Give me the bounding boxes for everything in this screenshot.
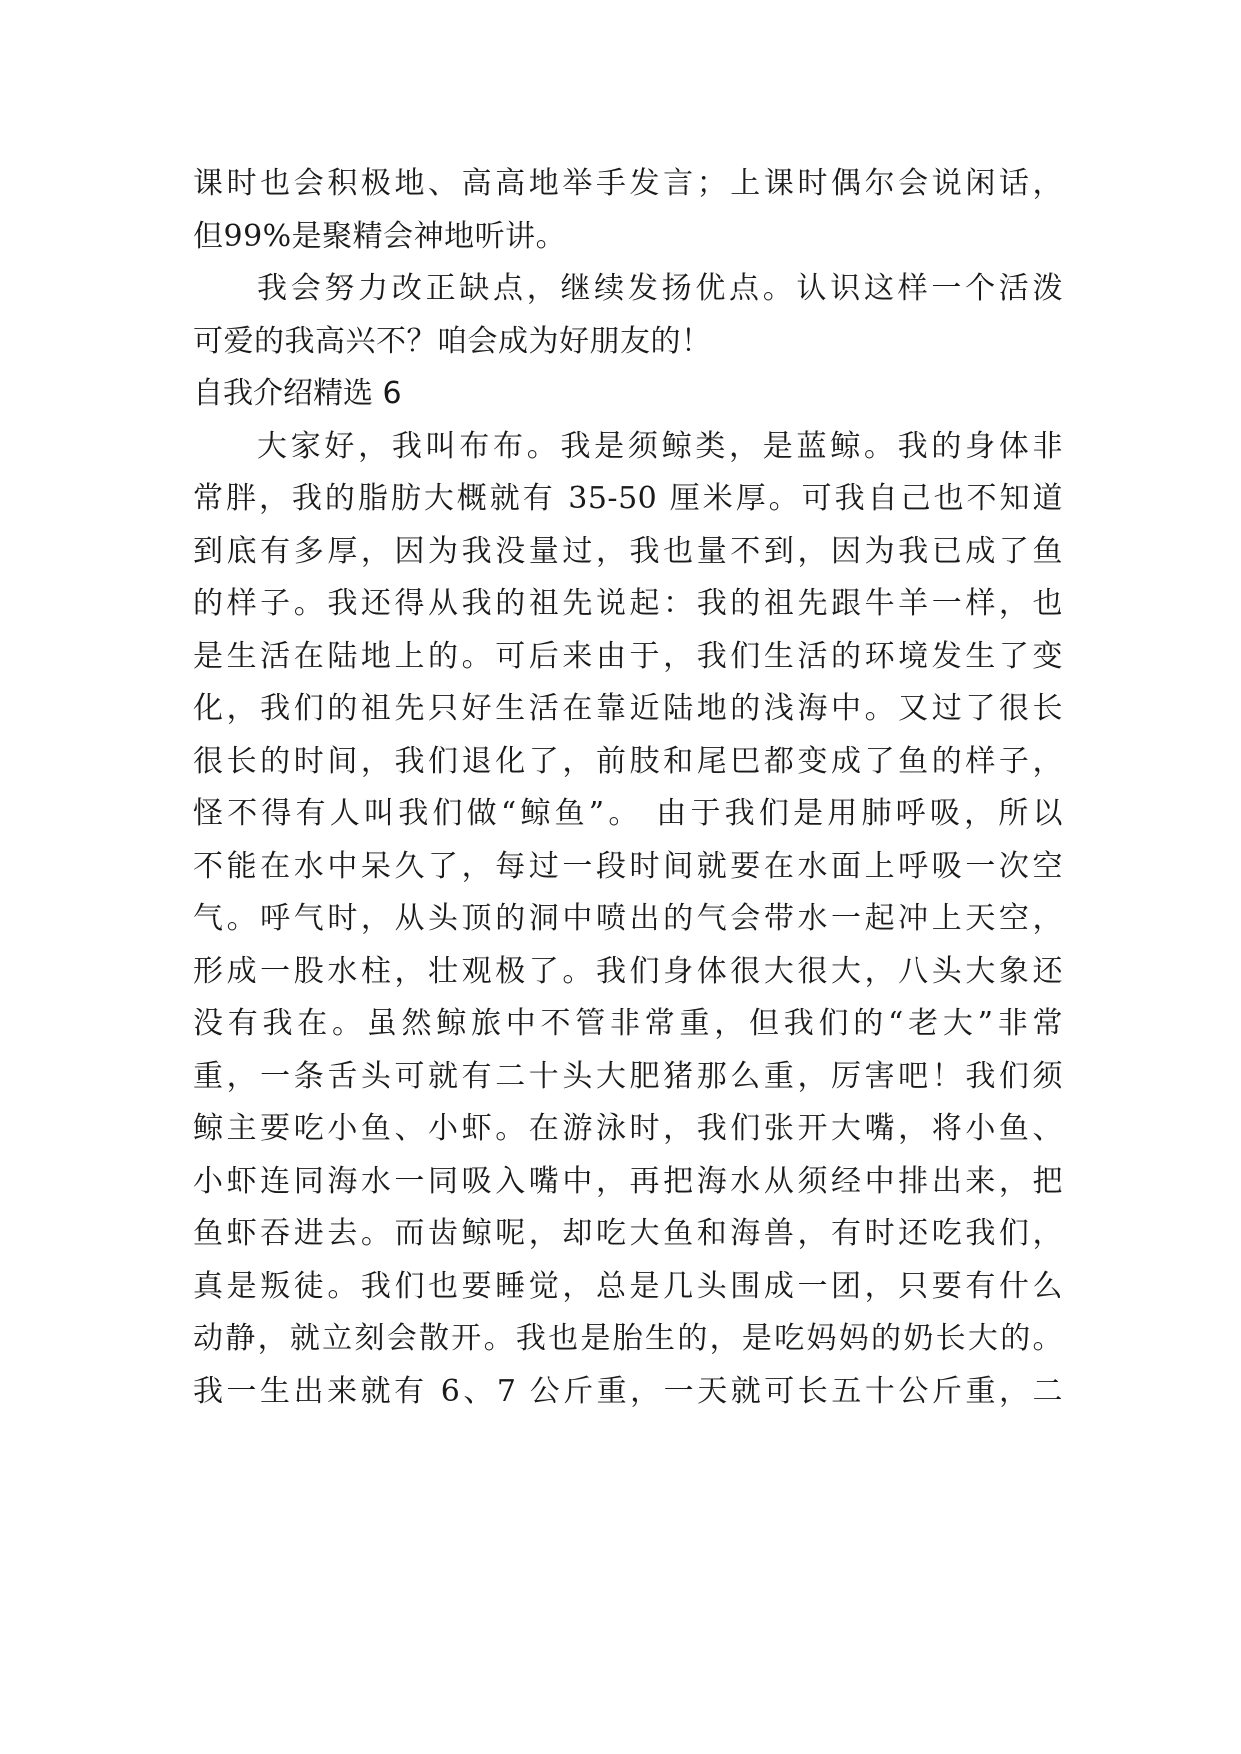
text-line: 常胖，我的脂肪大概就有 35-50 厘米厚。可我自己也不知道 <box>193 481 1063 516</box>
text-line: 我一生出来就有 6、7 公斤重，一天就可长五十公斤重，二 <box>193 1373 1063 1409</box>
text-line: 动静，就立刻会散开。我也是胎生的，是吃妈妈的奶长大的。 <box>193 1321 1063 1356</box>
text-line: 课时也会积极地、高高地举手发言；上课时偶尔会说闲话， <box>193 166 1063 201</box>
text-line: 可爱的我高兴不？咱会成为好朋友的！ <box>193 323 712 359</box>
text-line: 气。呼气时，从头顶的洞中喷出的气会带水一起冲上天空， <box>193 901 1063 936</box>
text-line: 怪不得有人叫我们做“鲸鱼”。 由于我们是用肺呼吸，所以 <box>193 796 1063 831</box>
text-line: 的样子。我还得从我的祖先说起：我的祖先跟牛羊一样，也 <box>193 586 1063 621</box>
text-line: 但99%是聚精会神地听讲。 <box>193 218 567 254</box>
text-line: 没有我在。虽然鲸旅中不管非常重，但我们的“老大”非常 <box>193 1006 1063 1041</box>
document-body <box>193 158 1063 1418</box>
text-line: 化，我们的祖先只好生活在靠近陆地的浅海中。又过了很长 <box>193 691 1063 726</box>
text-line: 真是叛徒。我们也要睡觉，总是几头围成一团，只要有什么 <box>193 1268 1063 1304</box>
text-line: 很长的时间，我们退化了，前肢和尾巴都变成了鱼的样子， <box>193 743 1063 779</box>
text-line: 我会努力改正缺点，继续发扬优点。认识这样一个活泼 <box>257 271 1063 306</box>
text-line: 是生活在陆地上的。可后来由于，我们生活的环境发生了变 <box>193 638 1063 674</box>
text-line: 到底有多厚，因为我没量过，我也量不到，因为我已成了鱼 <box>193 533 1063 569</box>
text-line: 不能在水中呆久了，每过一段时间就要在水面上呼吸一次空 <box>193 848 1063 884</box>
text-line: 大家好，我叫布布。我是须鲸类，是蓝鲸。我的身体非 <box>257 428 1063 464</box>
paragraph-closing <box>193 263 1063 368</box>
text-line: 鲸主要吃小鱼、小虾。在游泳时，我们张开大嘴，将小鱼、 <box>193 1111 1063 1146</box>
paragraph-intro-continuation <box>193 158 1063 263</box>
paragraph-whale <box>193 421 1063 1419</box>
text-line: 形成一股水柱，壮观极了。我们身体很大很大，八头大象还 <box>193 953 1063 989</box>
section-heading: 自我介绍精选 6 <box>193 376 402 411</box>
text-line: 鱼虾吞进去。而齿鲸呢，却吃大鱼和海兽，有时还吃我们， <box>193 1216 1063 1251</box>
text-line: 小虾连同海水一同吸入嘴中，再把海水从须经中排出来，把 <box>193 1163 1063 1199</box>
text-line: 重，一条舌头可就有二十头大肥猪那么重，厉害吧！我们须 <box>193 1058 1063 1094</box>
